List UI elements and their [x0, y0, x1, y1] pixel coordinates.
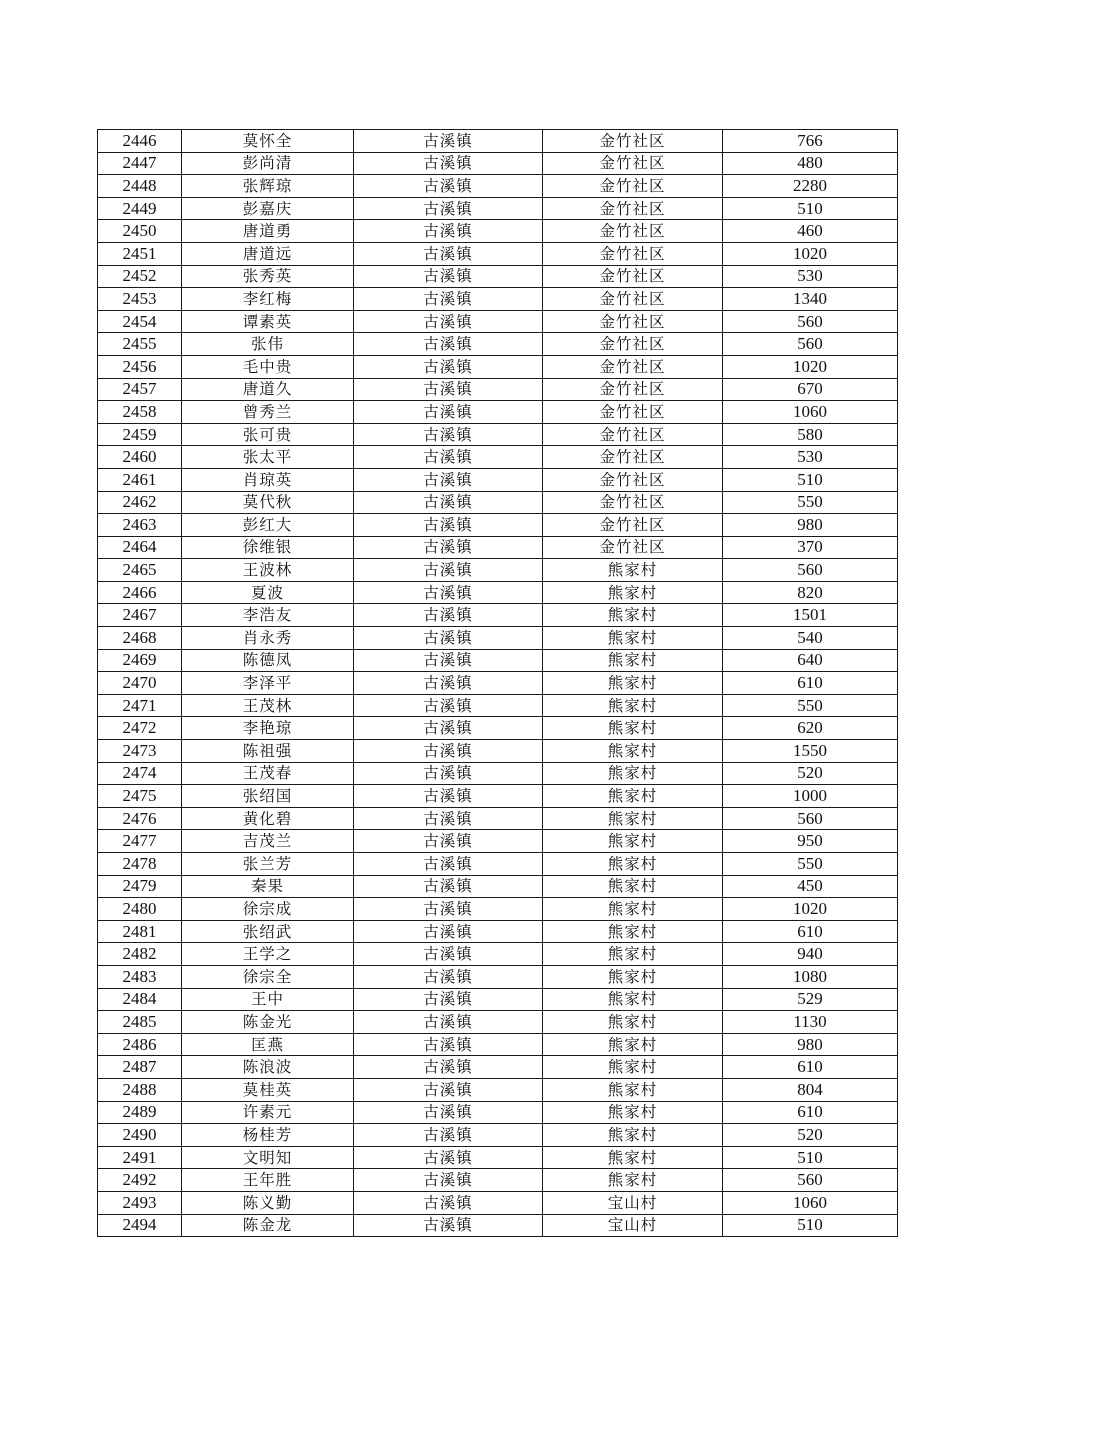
serial-number-cell: 2446 [98, 130, 182, 153]
serial-number-cell: 2448 [98, 175, 182, 198]
amount-cell: 1020 [723, 242, 898, 265]
serial-number-cell: 2470 [98, 672, 182, 695]
village-cell: 熊家村 [543, 581, 723, 604]
village-cell: 金竹社区 [543, 310, 723, 333]
table-row [98, 785, 898, 808]
town-cell: 古溪镇 [354, 943, 543, 966]
village-cell: 金竹社区 [543, 355, 723, 378]
name-cell: 王中 [182, 988, 354, 1011]
name-cell: 吉茂兰 [182, 830, 354, 853]
amount-cell: 1020 [723, 898, 898, 921]
table-row [98, 965, 898, 988]
village-cell: 熊家村 [543, 1101, 723, 1124]
town-cell: 古溪镇 [354, 378, 543, 401]
serial-number-cell: 2461 [98, 468, 182, 491]
table-row [98, 1169, 898, 1192]
village-cell: 熊家村 [543, 694, 723, 717]
village-cell: 熊家村 [543, 785, 723, 808]
table-row [98, 1056, 898, 1079]
town-cell: 古溪镇 [354, 175, 543, 198]
name-cell: 李浩友 [182, 604, 354, 627]
serial-number-cell: 2465 [98, 559, 182, 582]
amount-cell: 520 [723, 1124, 898, 1147]
town-cell: 古溪镇 [354, 920, 543, 943]
name-cell: 陈德凤 [182, 649, 354, 672]
serial-number-cell: 2467 [98, 604, 182, 627]
amount-cell: 620 [723, 717, 898, 740]
serial-number-cell: 2473 [98, 740, 182, 763]
village-cell: 熊家村 [543, 943, 723, 966]
village-cell: 金竹社区 [543, 220, 723, 243]
village-cell: 熊家村 [543, 762, 723, 785]
town-cell: 古溪镇 [354, 152, 543, 175]
village-cell: 金竹社区 [543, 288, 723, 311]
amount-cell: 820 [723, 581, 898, 604]
amount-cell: 1020 [723, 355, 898, 378]
name-cell: 张兰芳 [182, 853, 354, 876]
table-row [98, 468, 898, 491]
name-cell: 张太平 [182, 446, 354, 469]
table-row [98, 717, 898, 740]
amount-cell: 804 [723, 1078, 898, 1101]
name-cell: 曾秀兰 [182, 401, 354, 424]
village-cell: 熊家村 [543, 875, 723, 898]
town-cell: 古溪镇 [354, 1214, 543, 1237]
village-cell: 熊家村 [543, 1056, 723, 1079]
amount-cell: 550 [723, 694, 898, 717]
serial-number-cell: 2479 [98, 875, 182, 898]
serial-number-cell: 2453 [98, 288, 182, 311]
table-row [98, 559, 898, 582]
serial-number-cell: 2452 [98, 265, 182, 288]
table-row [98, 446, 898, 469]
village-cell: 熊家村 [543, 807, 723, 830]
table-row [98, 762, 898, 785]
amount-cell: 580 [723, 423, 898, 446]
village-cell: 金竹社区 [543, 468, 723, 491]
table-row [98, 242, 898, 265]
table-row [98, 333, 898, 356]
town-cell: 古溪镇 [354, 491, 543, 514]
amount-cell: 1130 [723, 1011, 898, 1034]
amount-cell: 1060 [723, 401, 898, 424]
amount-cell: 460 [723, 220, 898, 243]
serial-number-cell: 2462 [98, 491, 182, 514]
village-cell: 金竹社区 [543, 333, 723, 356]
village-cell: 宝山村 [543, 1214, 723, 1237]
table-row [98, 604, 898, 627]
serial-number-cell: 2491 [98, 1146, 182, 1169]
roster-table-body [98, 130, 898, 1237]
town-cell: 古溪镇 [354, 1033, 543, 1056]
serial-number-cell: 2458 [98, 401, 182, 424]
amount-cell: 560 [723, 333, 898, 356]
name-cell: 谭素英 [182, 310, 354, 333]
table-row [98, 853, 898, 876]
village-cell: 金竹社区 [543, 197, 723, 220]
town-cell: 古溪镇 [354, 762, 543, 785]
amount-cell: 980 [723, 514, 898, 537]
serial-number-cell: 2483 [98, 965, 182, 988]
village-cell: 熊家村 [543, 649, 723, 672]
name-cell: 彭嘉庆 [182, 197, 354, 220]
town-cell: 古溪镇 [354, 627, 543, 650]
table-row [98, 875, 898, 898]
town-cell: 古溪镇 [354, 965, 543, 988]
table-row [98, 355, 898, 378]
name-cell: 张绍国 [182, 785, 354, 808]
name-cell: 陈义勤 [182, 1191, 354, 1214]
town-cell: 古溪镇 [354, 875, 543, 898]
table-row [98, 265, 898, 288]
village-cell: 熊家村 [543, 965, 723, 988]
table-row [98, 581, 898, 604]
town-cell: 古溪镇 [354, 1078, 543, 1101]
table-row [98, 830, 898, 853]
name-cell: 张辉琼 [182, 175, 354, 198]
name-cell: 张可贵 [182, 423, 354, 446]
village-cell: 熊家村 [543, 1011, 723, 1034]
serial-number-cell: 2489 [98, 1101, 182, 1124]
village-cell: 熊家村 [543, 853, 723, 876]
serial-number-cell: 2451 [98, 242, 182, 265]
serial-number-cell: 2459 [98, 423, 182, 446]
village-cell: 熊家村 [543, 740, 723, 763]
amount-cell: 510 [723, 468, 898, 491]
table-row [98, 988, 898, 1011]
town-cell: 古溪镇 [354, 333, 543, 356]
amount-cell: 940 [723, 943, 898, 966]
name-cell: 文明知 [182, 1146, 354, 1169]
amount-cell: 610 [723, 672, 898, 695]
village-cell: 熊家村 [543, 920, 723, 943]
serial-number-cell: 2490 [98, 1124, 182, 1147]
amount-cell: 1000 [723, 785, 898, 808]
name-cell: 陈金光 [182, 1011, 354, 1034]
serial-number-cell: 2476 [98, 807, 182, 830]
serial-number-cell: 2477 [98, 830, 182, 853]
serial-number-cell: 2474 [98, 762, 182, 785]
table-row [98, 943, 898, 966]
name-cell: 肖永秀 [182, 627, 354, 650]
table-row [98, 491, 898, 514]
serial-number-cell: 2482 [98, 943, 182, 966]
serial-number-cell: 2478 [98, 853, 182, 876]
town-cell: 古溪镇 [354, 1101, 543, 1124]
table-row [98, 627, 898, 650]
name-cell: 肖琼英 [182, 468, 354, 491]
village-cell: 金竹社区 [543, 130, 723, 153]
table-row [98, 807, 898, 830]
amount-cell: 1060 [723, 1191, 898, 1214]
town-cell: 古溪镇 [354, 807, 543, 830]
table-row [98, 175, 898, 198]
town-cell: 古溪镇 [354, 853, 543, 876]
town-cell: 古溪镇 [354, 514, 543, 537]
table-row [98, 423, 898, 446]
serial-number-cell: 2454 [98, 310, 182, 333]
town-cell: 古溪镇 [354, 242, 543, 265]
village-cell: 金竹社区 [543, 378, 723, 401]
amount-cell: 370 [723, 536, 898, 559]
name-cell: 张绍武 [182, 920, 354, 943]
amount-cell: 550 [723, 853, 898, 876]
town-cell: 古溪镇 [354, 265, 543, 288]
name-cell: 唐道远 [182, 242, 354, 265]
village-cell: 金竹社区 [543, 265, 723, 288]
table-row [98, 514, 898, 537]
table-row [98, 130, 898, 153]
serial-number-cell: 2456 [98, 355, 182, 378]
amount-cell: 450 [723, 875, 898, 898]
table-row [98, 672, 898, 695]
village-cell: 熊家村 [543, 1169, 723, 1192]
village-cell: 熊家村 [543, 830, 723, 853]
village-cell: 金竹社区 [543, 242, 723, 265]
table-row [98, 1078, 898, 1101]
amount-cell: 510 [723, 197, 898, 220]
village-cell: 熊家村 [543, 1078, 723, 1101]
serial-number-cell: 2450 [98, 220, 182, 243]
table-row [98, 1011, 898, 1034]
amount-cell: 1340 [723, 288, 898, 311]
amount-cell: 560 [723, 310, 898, 333]
village-cell: 熊家村 [543, 627, 723, 650]
village-cell: 熊家村 [543, 898, 723, 921]
serial-number-cell: 2492 [98, 1169, 182, 1192]
table-row [98, 1191, 898, 1214]
serial-number-cell: 2488 [98, 1078, 182, 1101]
name-cell: 王年胜 [182, 1169, 354, 1192]
table-row [98, 378, 898, 401]
table-row [98, 1124, 898, 1147]
town-cell: 古溪镇 [354, 536, 543, 559]
serial-number-cell: 2468 [98, 627, 182, 650]
name-cell: 李艳琼 [182, 717, 354, 740]
town-cell: 古溪镇 [354, 559, 543, 582]
village-cell: 宝山村 [543, 1191, 723, 1214]
serial-number-cell: 2457 [98, 378, 182, 401]
table-row [98, 649, 898, 672]
town-cell: 古溪镇 [354, 310, 543, 333]
town-cell: 古溪镇 [354, 468, 543, 491]
amount-cell: 640 [723, 649, 898, 672]
table-row [98, 197, 898, 220]
name-cell: 毛中贵 [182, 355, 354, 378]
amount-cell: 610 [723, 1101, 898, 1124]
town-cell: 古溪镇 [354, 1146, 543, 1169]
serial-number-cell: 2486 [98, 1033, 182, 1056]
amount-cell: 530 [723, 446, 898, 469]
amount-cell: 2280 [723, 175, 898, 198]
name-cell: 许素元 [182, 1101, 354, 1124]
village-cell: 金竹社区 [543, 175, 723, 198]
name-cell: 陈祖强 [182, 740, 354, 763]
town-cell: 古溪镇 [354, 446, 543, 469]
name-cell: 李泽平 [182, 672, 354, 695]
name-cell: 徐维银 [182, 536, 354, 559]
village-cell: 金竹社区 [543, 152, 723, 175]
serial-number-cell: 2475 [98, 785, 182, 808]
town-cell: 古溪镇 [354, 717, 543, 740]
table-row [98, 1101, 898, 1124]
amount-cell: 529 [723, 988, 898, 1011]
name-cell: 莫代秋 [182, 491, 354, 514]
amount-cell: 480 [723, 152, 898, 175]
town-cell: 古溪镇 [354, 355, 543, 378]
table-row [98, 694, 898, 717]
amount-cell: 766 [723, 130, 898, 153]
table-row [98, 1146, 898, 1169]
village-cell: 熊家村 [543, 672, 723, 695]
amount-cell: 560 [723, 559, 898, 582]
amount-cell: 1080 [723, 965, 898, 988]
town-cell: 古溪镇 [354, 220, 543, 243]
amount-cell: 1501 [723, 604, 898, 627]
name-cell: 张秀英 [182, 265, 354, 288]
serial-number-cell: 2463 [98, 514, 182, 537]
table-row [98, 220, 898, 243]
town-cell: 古溪镇 [354, 740, 543, 763]
name-cell: 唐道勇 [182, 220, 354, 243]
village-cell: 熊家村 [543, 1146, 723, 1169]
amount-cell: 520 [723, 762, 898, 785]
name-cell: 夏波 [182, 581, 354, 604]
name-cell: 莫怀全 [182, 130, 354, 153]
village-cell: 熊家村 [543, 559, 723, 582]
name-cell: 杨桂芳 [182, 1124, 354, 1147]
town-cell: 古溪镇 [354, 401, 543, 424]
village-cell: 熊家村 [543, 604, 723, 627]
serial-number-cell: 2449 [98, 197, 182, 220]
serial-number-cell: 2487 [98, 1056, 182, 1079]
name-cell: 王茂林 [182, 694, 354, 717]
town-cell: 古溪镇 [354, 1191, 543, 1214]
town-cell: 古溪镇 [354, 604, 543, 627]
village-cell: 金竹社区 [543, 446, 723, 469]
town-cell: 古溪镇 [354, 288, 543, 311]
table-row [98, 740, 898, 763]
amount-cell: 670 [723, 378, 898, 401]
town-cell: 古溪镇 [354, 988, 543, 1011]
town-cell: 古溪镇 [354, 197, 543, 220]
serial-number-cell: 2460 [98, 446, 182, 469]
village-cell: 金竹社区 [543, 536, 723, 559]
name-cell: 陈浪波 [182, 1056, 354, 1079]
village-cell: 熊家村 [543, 988, 723, 1011]
amount-cell: 1550 [723, 740, 898, 763]
serial-number-cell: 2481 [98, 920, 182, 943]
town-cell: 古溪镇 [354, 423, 543, 446]
name-cell: 彭红大 [182, 514, 354, 537]
name-cell: 王波林 [182, 559, 354, 582]
amount-cell: 560 [723, 807, 898, 830]
name-cell: 王茂春 [182, 762, 354, 785]
serial-number-cell: 2484 [98, 988, 182, 1011]
village-cell: 金竹社区 [543, 491, 723, 514]
name-cell: 徐宗成 [182, 898, 354, 921]
table-row [98, 310, 898, 333]
name-cell: 唐道久 [182, 378, 354, 401]
serial-number-cell: 2493 [98, 1191, 182, 1214]
amount-cell: 550 [723, 491, 898, 514]
table-row [98, 288, 898, 311]
town-cell: 古溪镇 [354, 898, 543, 921]
table-row [98, 152, 898, 175]
roster-table [97, 129, 898, 1237]
table-row [98, 1214, 898, 1237]
serial-number-cell: 2464 [98, 536, 182, 559]
village-cell: 熊家村 [543, 1033, 723, 1056]
serial-number-cell: 2494 [98, 1214, 182, 1237]
serial-number-cell: 2471 [98, 694, 182, 717]
name-cell: 王学之 [182, 943, 354, 966]
amount-cell: 510 [723, 1146, 898, 1169]
name-cell: 李红梅 [182, 288, 354, 311]
amount-cell: 610 [723, 1056, 898, 1079]
town-cell: 古溪镇 [354, 1169, 543, 1192]
table-row [98, 1033, 898, 1056]
name-cell: 徐宗全 [182, 965, 354, 988]
village-cell: 金竹社区 [543, 401, 723, 424]
town-cell: 古溪镇 [354, 1124, 543, 1147]
village-cell: 熊家村 [543, 1124, 723, 1147]
name-cell: 黄化碧 [182, 807, 354, 830]
town-cell: 古溪镇 [354, 130, 543, 153]
serial-number-cell: 2466 [98, 581, 182, 604]
amount-cell: 540 [723, 627, 898, 650]
town-cell: 古溪镇 [354, 672, 543, 695]
town-cell: 古溪镇 [354, 830, 543, 853]
table-row [98, 898, 898, 921]
village-cell: 金竹社区 [543, 514, 723, 537]
town-cell: 古溪镇 [354, 649, 543, 672]
serial-number-cell: 2485 [98, 1011, 182, 1034]
town-cell: 古溪镇 [354, 581, 543, 604]
amount-cell: 950 [723, 830, 898, 853]
name-cell: 张伟 [182, 333, 354, 356]
amount-cell: 560 [723, 1169, 898, 1192]
town-cell: 古溪镇 [354, 694, 543, 717]
town-cell: 古溪镇 [354, 785, 543, 808]
town-cell: 古溪镇 [354, 1011, 543, 1034]
amount-cell: 610 [723, 920, 898, 943]
serial-number-cell: 2480 [98, 898, 182, 921]
table-row [98, 536, 898, 559]
town-cell: 古溪镇 [354, 1056, 543, 1079]
serial-number-cell: 2447 [98, 152, 182, 175]
table-row [98, 920, 898, 943]
village-cell: 金竹社区 [543, 423, 723, 446]
name-cell: 彭尚清 [182, 152, 354, 175]
name-cell: 陈金龙 [182, 1214, 354, 1237]
amount-cell: 530 [723, 265, 898, 288]
village-cell: 熊家村 [543, 717, 723, 740]
amount-cell: 980 [723, 1033, 898, 1056]
serial-number-cell: 2472 [98, 717, 182, 740]
amount-cell: 510 [723, 1214, 898, 1237]
name-cell: 莫桂英 [182, 1078, 354, 1101]
name-cell: 秦果 [182, 875, 354, 898]
serial-number-cell: 2469 [98, 649, 182, 672]
name-cell: 匡燕 [182, 1033, 354, 1056]
table-row [98, 401, 898, 424]
serial-number-cell: 2455 [98, 333, 182, 356]
